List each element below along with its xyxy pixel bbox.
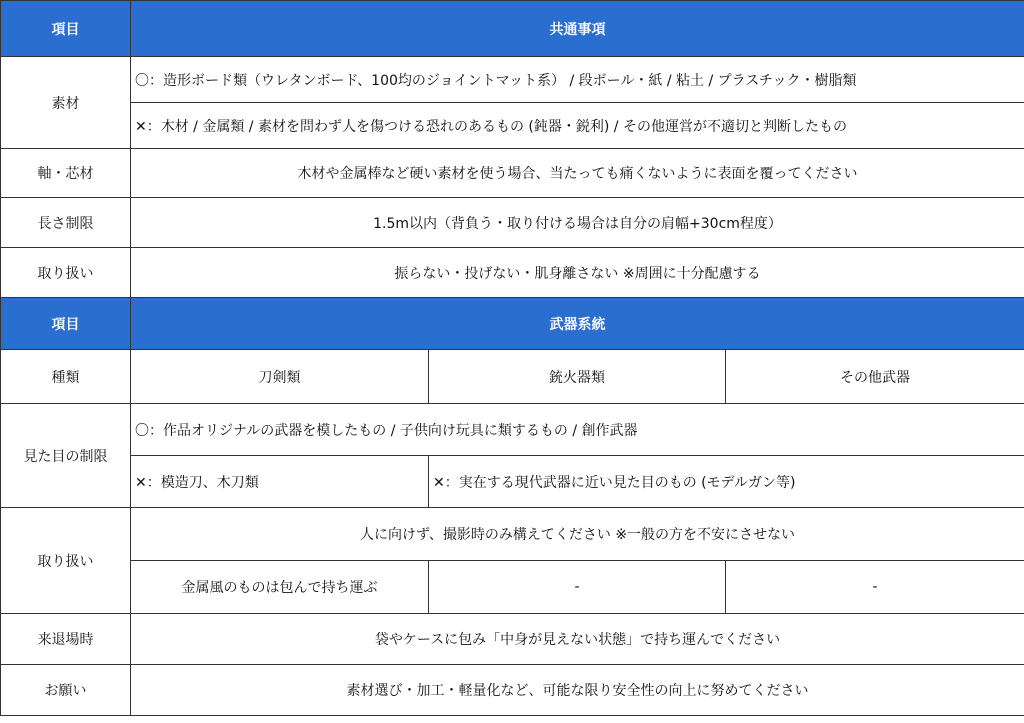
types-label: 種類 [1, 350, 131, 404]
core-text: 木材や金属棒など硬い素材を使う場合、当たっても痛くないように表面を覆ってください [131, 149, 1024, 198]
handling-firearms: - [429, 561, 726, 614]
common-header-row [1, 1, 1024, 57]
handling-swords: 金属風のものは包んで持ち運ぶ [131, 561, 429, 614]
common-handling-text: 振らない・投げない・肌身離さない ※周囲に十分配慮する [131, 248, 1024, 298]
weapons-handling-row-1 [1, 508, 1024, 561]
material-ng-text: ✕：木材 / 金属類 / 素材を問わず人を傷つける恐れのあるもの (鈍器・鋭利) / その他運営が不適切と判断したもの [131, 103, 1024, 149]
appearance-ng-swords: ✕：模造刀、木刀類 [131, 456, 429, 508]
arrival-label: 来退場時 [1, 614, 131, 665]
weapons-header-row [1, 298, 1024, 350]
appearance-ng-firearms: ✕：実在する現代武器に近い見た目のもの (モデルガン等) [429, 456, 1024, 508]
length-row [1, 198, 1024, 248]
length-label: 長さ制限 [1, 198, 131, 248]
appearance-ok-text: 〇：作品オリジナルの武器を模したもの / 子供向け玩具に類するもの / 創作武器 [131, 404, 1024, 456]
arrival-text: 袋やケースに包み「中身が見えない状態」で持ち運んでください [131, 614, 1024, 665]
material-row-ok [1, 57, 1024, 103]
request-row [1, 665, 1024, 716]
handling-other: - [726, 561, 1024, 614]
type-firearms: 銃火器類 [429, 350, 726, 404]
length-text: 1.5m以内（背負う・取り付ける場合は自分の肩幅+30cm程度） [131, 198, 1024, 248]
common-header-item: 項目 [1, 1, 131, 57]
appearance-label: 見た目の制限 [1, 404, 131, 508]
arrival-row [1, 614, 1024, 665]
appearance-row-ok [1, 404, 1024, 456]
weapons-header-title: 武器系統 [131, 298, 1024, 350]
material-label: 素材 [1, 57, 131, 149]
core-row [1, 149, 1024, 198]
weapons-handling-label: 取り扱い [1, 508, 131, 614]
material-row-ng [1, 103, 1024, 149]
material-ok-text: 〇：造形ボード類（ウレタンボード、100均のジョイントマット系） / 段ボール・紙 / 粘土 / プラスチック・樹脂類 [131, 57, 1024, 103]
weapons-handling-row-2 [1, 561, 1024, 614]
type-other: その他武器 [726, 350, 1024, 404]
type-swords: 刀剣類 [131, 350, 429, 404]
common-header-title: 共通事項 [131, 1, 1024, 57]
weapons-handling-text: 人に向けず、撮影時のみ構えてください ※一般の方を不安にさせない [131, 508, 1024, 561]
types-row [1, 350, 1024, 404]
common-handling-label: 取り扱い [1, 248, 131, 298]
appearance-row-ng [1, 456, 1024, 508]
common-handling-row [1, 248, 1024, 298]
request-label: お願い [1, 665, 131, 716]
weapons-header-item: 項目 [1, 298, 131, 350]
core-label: 軸・芯材 [1, 149, 131, 198]
request-text: 素材選び・加工・軽量化など、可能な限り安全性の向上に努めてください [131, 665, 1024, 716]
